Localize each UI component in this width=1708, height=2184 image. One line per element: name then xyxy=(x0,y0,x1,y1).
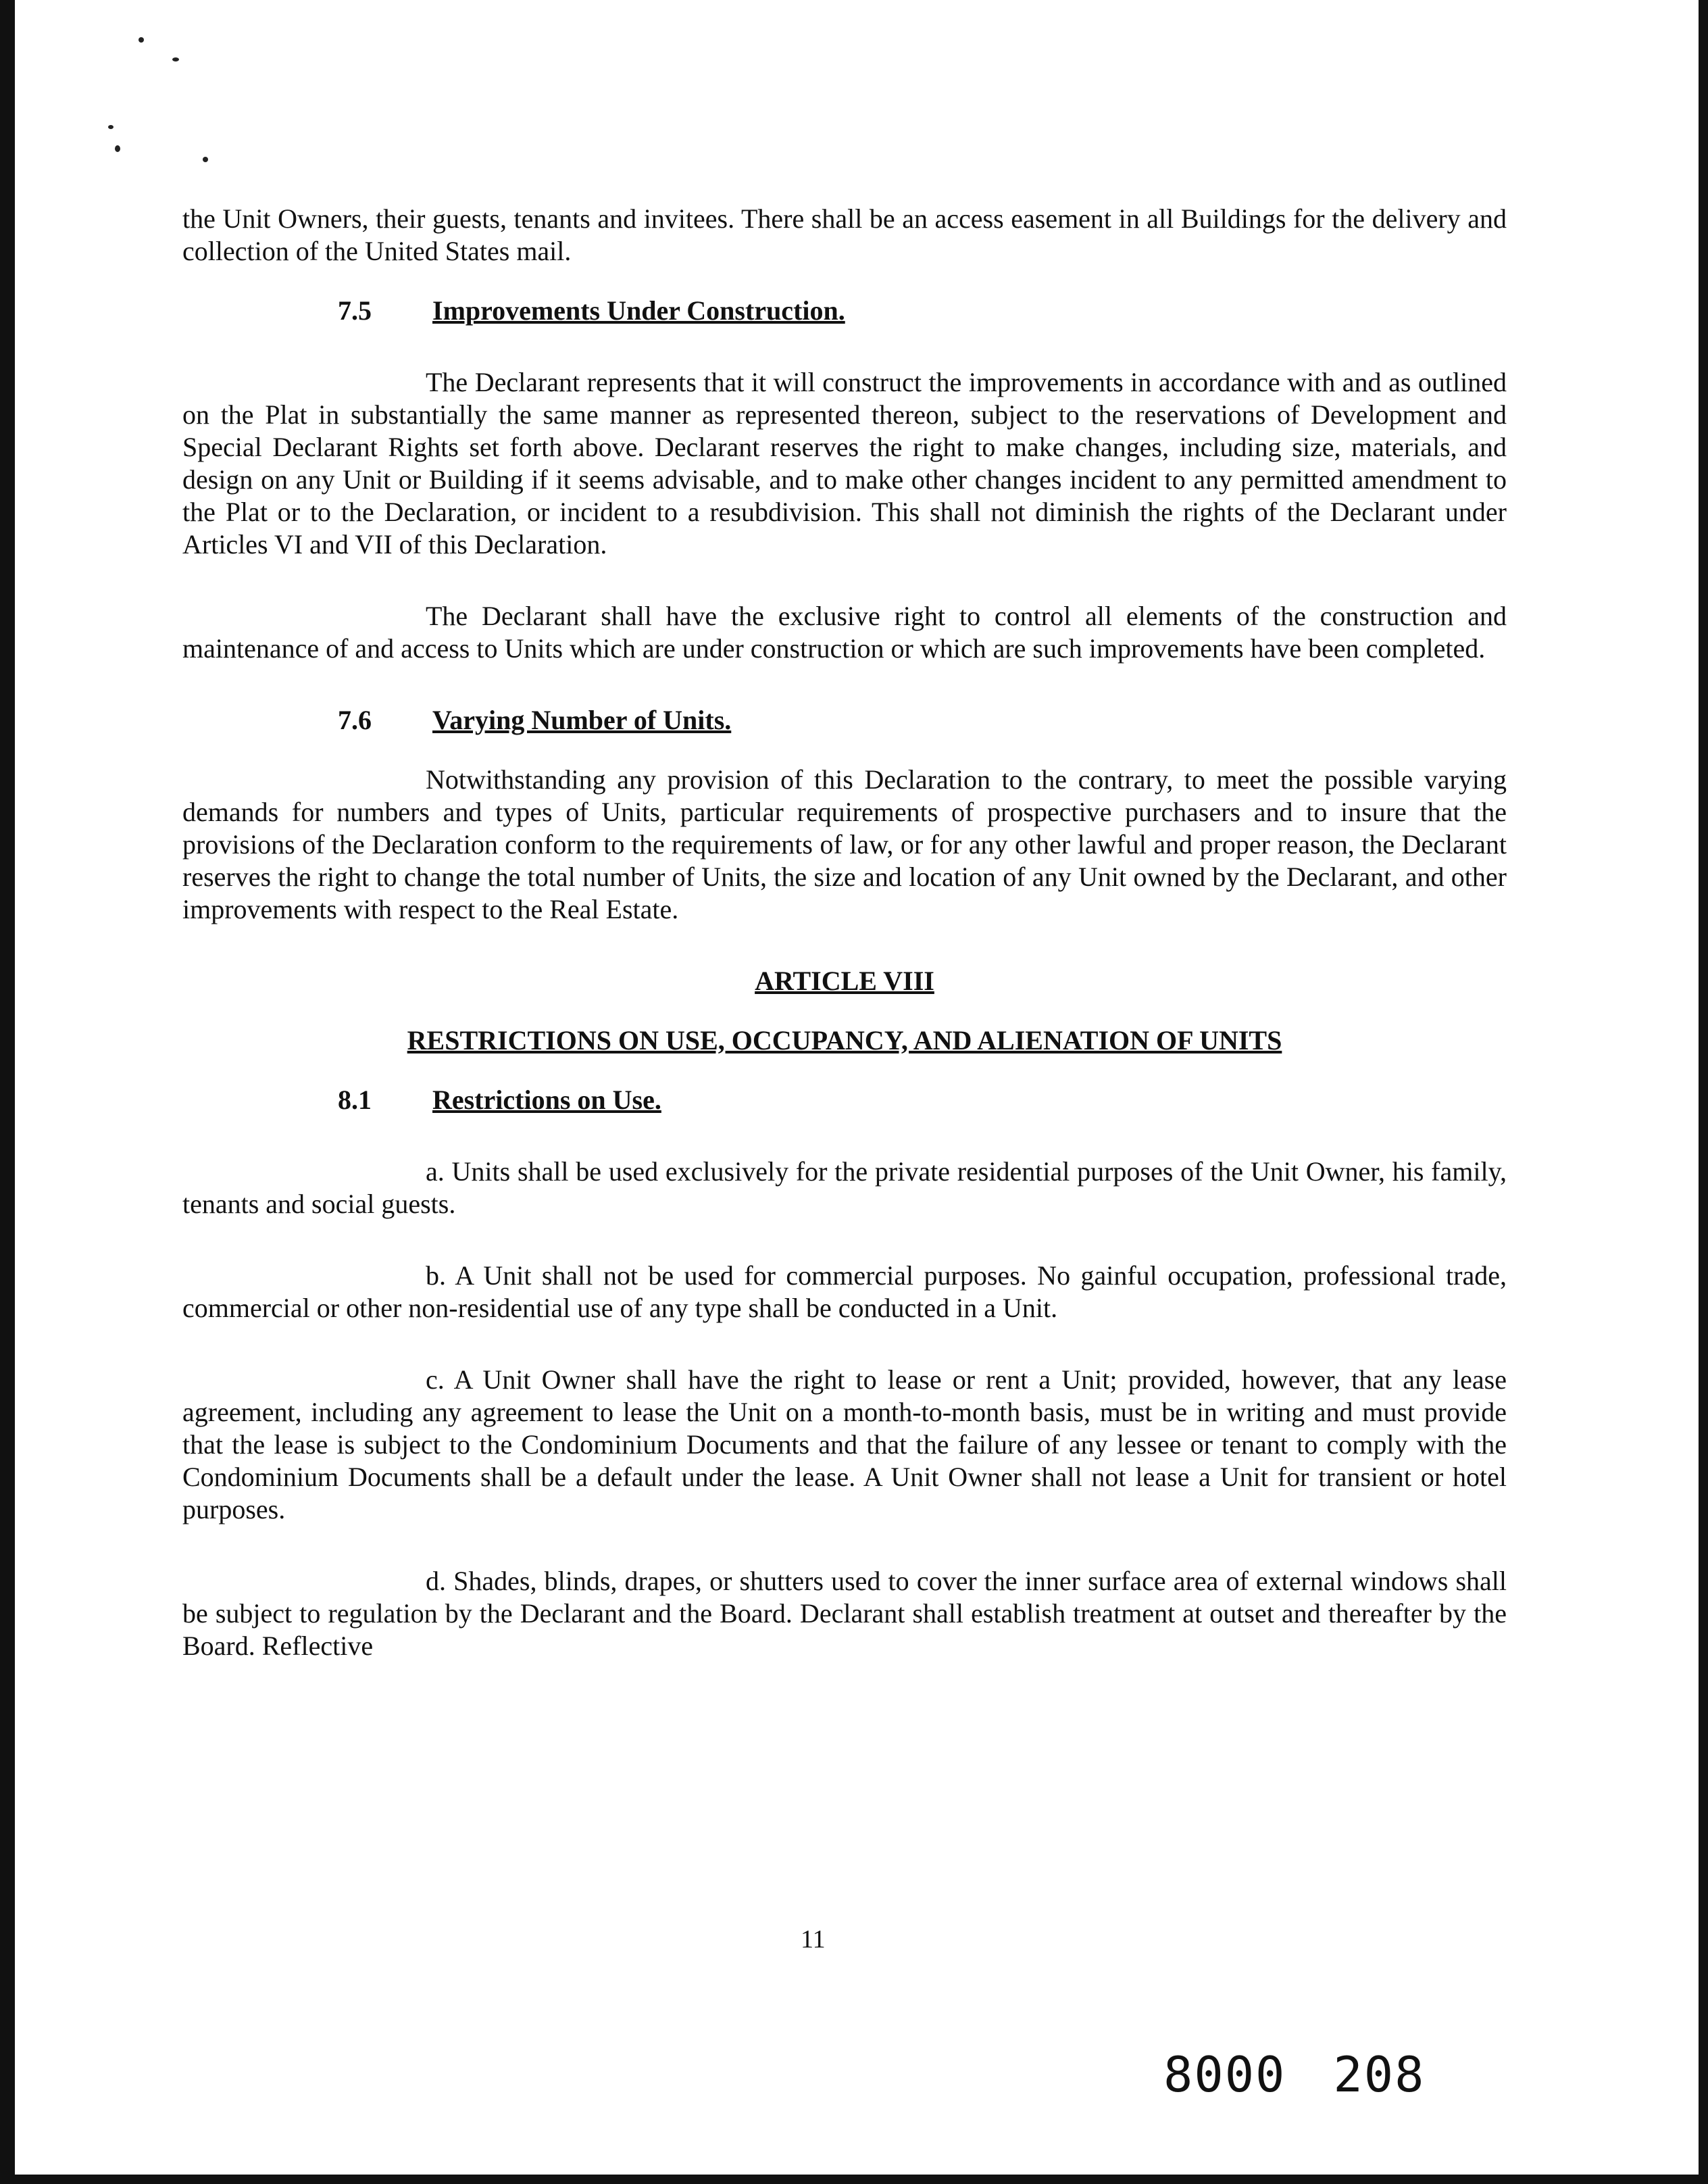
section-8-1-heading xyxy=(182,1084,1507,1116)
document-number xyxy=(1163,2046,1425,2103)
section-8-1-item-a: a. Units shall be used exclusively for the private residential purposes of the Unit Owner, his family, tenants and social guests. xyxy=(182,1156,1507,1219)
scan-speck xyxy=(172,57,179,61)
article-title: RESTRICTIONS ON USE, OCCUPANCY, AND ALIENATION OF UNITS xyxy=(407,1025,1282,1056)
section-8-1-item-d: d. Shades, blinds, drapes, or shutters used to cover the inner surface area of external windows shall be subject to regulation by the Declarant and the Board. Declarant shall establish treatment at outset and thereafter by the Board. Reflective xyxy=(182,1566,1507,1661)
section-7-6-paragraph-1: Notwithstanding any provision of this Declaration to the contrary, to meet the possible varying demands for numbers and types of Units, particular requirements of prospective purchasers and to insure that the provisions of the Declaration conform to the requirements of law, or for any other lawful and proper reason, the Declarant reserves the right to change the total number of Units, the size and location of any Unit owned by the Declarant, and other improvements with respect to the Real Estate. xyxy=(182,764,1507,924)
page-number: 11 xyxy=(801,1925,826,1954)
section-title: Restrictions on Use. xyxy=(432,1085,661,1115)
document-body xyxy=(182,203,1507,1662)
section-7-5-paragraph-2: The Declarant shall have the exclusive right to control all elements of the construction and maintenance of and access to Units which are under construction or which are such improvements have been completed. xyxy=(182,601,1507,664)
section-8-1-item-c: c. A Unit Owner shall have the right to lease or rent a Unit; provided, however, that any lease agreement, including any agreement to lease the Unit on a month-to-month basis, must be in writing and must provide that the lease is subject to the Condominium Documents and that the failure of any lessee or tenant to comply with the Condominium Documents shall be a default under the lease. A Unit Owner shall not lease a Unit for transient or hotel purposes. xyxy=(182,1364,1507,1524)
section-number: 7.6 xyxy=(338,705,372,735)
intro-paragraph: the Unit Owners, their guests, tenants and invitees. There shall be an access easement in all Buildings for the delivery and collection of the United States mail. xyxy=(182,203,1507,266)
section-8-1-item-b: b. A Unit shall not be used for commercial purposes. No gainful occupation, professional trade, commercial or other non-residential use of any type shall be conducted in a Unit. xyxy=(182,1260,1507,1323)
scan-edge-left xyxy=(0,0,15,2184)
document-number-right: 208 xyxy=(1333,2046,1426,2103)
scan-edge-right xyxy=(1699,0,1708,2184)
section-7-6-heading xyxy=(182,704,1507,737)
scan-speck xyxy=(139,37,144,43)
section-title: Improvements Under Construction. xyxy=(432,295,845,326)
scan-speck xyxy=(203,157,208,162)
document-number-left: 8000 xyxy=(1163,2046,1286,2103)
scan-speck xyxy=(115,145,120,152)
section-7-5-paragraph-1: The Declarant represents that it will construct the improvements in accordance with and as outlined on the Plat in substantially the same manner as represented thereon, subject to the reservations of Development and Special Declarant Rights set forth above. Declarant reserves the right to make changes, including size, materials, and design on any Unit or Building if it seems advisable, and to make other changes incident to any permitted amendment to the Plat or to the Declaration, or incident to a resubdivision. This shall not diminish the rights of the Declarant under Articles VI and VII of this Declaration. xyxy=(182,367,1507,560)
scan-speck xyxy=(108,125,114,129)
article-label: ARTICLE VIII xyxy=(755,966,934,996)
scan-edge-bottom xyxy=(0,2175,1708,2184)
section-number: 7.5 xyxy=(338,295,372,326)
section-title: Varying Number of Units. xyxy=(432,705,732,735)
section-number: 8.1 xyxy=(338,1085,372,1115)
section-7-5-heading xyxy=(182,295,1507,327)
